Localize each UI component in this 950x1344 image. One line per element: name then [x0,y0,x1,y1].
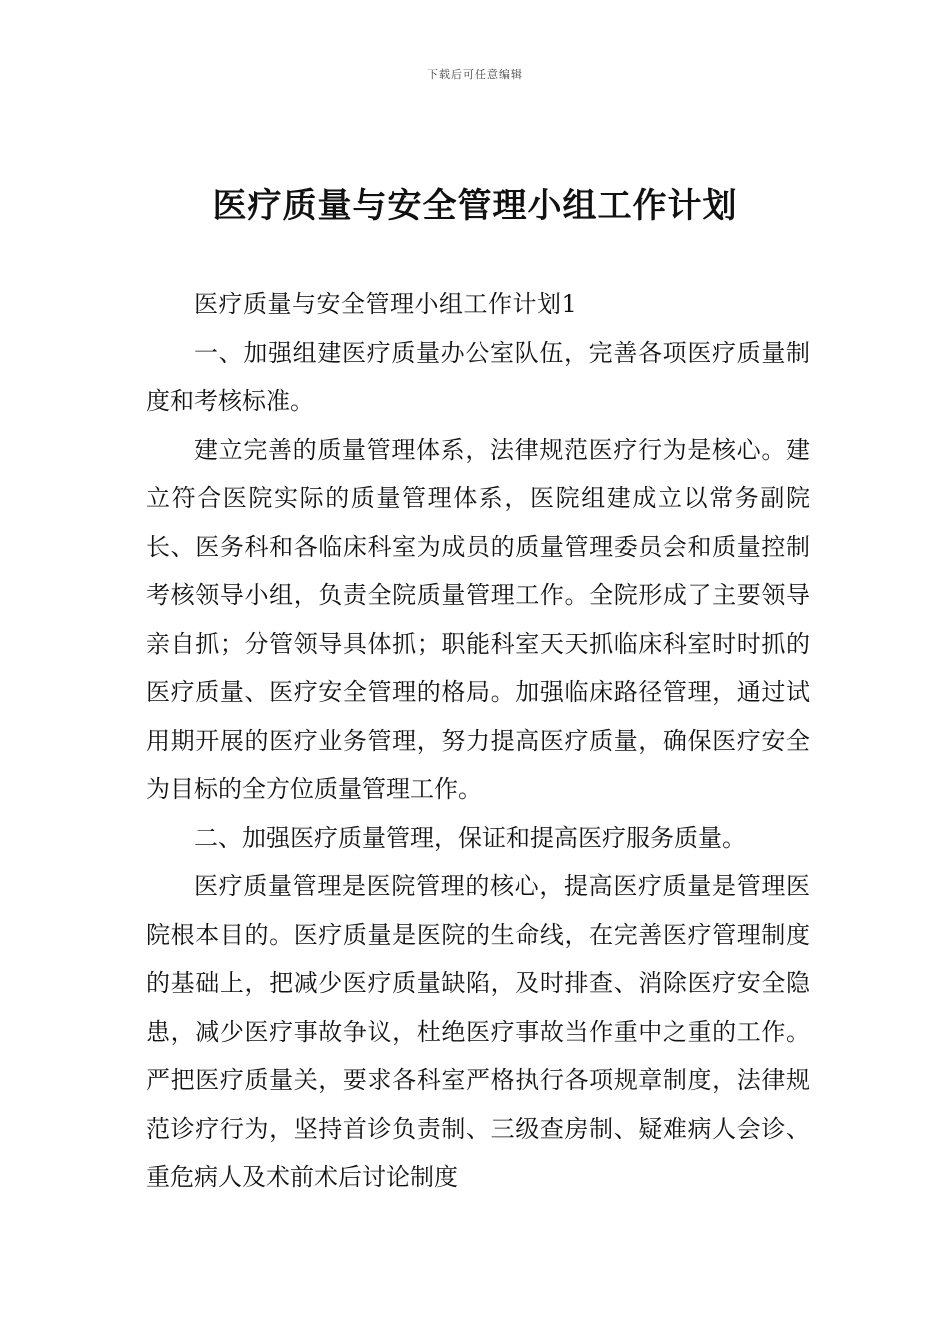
paragraph: 建立完善的质量管理体系，法律规范医疗行为是核心。建立符合医院实际的质量管理体系，医院组建成立以常务副院长、医务科和各临床科室为成员的质量管理委员会和质量控制考核领导小组，负责全院质量管理工作。全院形成了主要领导亲自抓；分管领导具体抓；职能科室天天抓临床科室时时抓的医疗质量、医疗安全管理的格局。加强临床路径管理，通过试用期开展的医疗业务管理，努力提高医疗质量，确保医疗安全为目标的全方位质量管理工作。 [146,435,810,803]
document-title: 医疗质量与安全管理小组工作计划 [212,186,738,226]
paragraph: 一、加强组建医疗质量办公室队伍，完善各项医疗质量制度和考核标准。 [146,338,810,415]
paragraph: 二、加强医疗质量管理，保证和提高医疗服务质量。 [194,823,746,852]
paragraph: 医疗质量管理是医院管理的核心，提高医疗质量是管理医院根本目的。医疗质量是医院的生命线，在完善医疗管理制度的基础上，把减少医疗质量缺陷，及时排查、消除医疗安全隐患，减少医疗事故争议，杜绝医疗事故当作重中之重的工作。严把医疗质量关，要求各科室严格执行各项规章制度，法律规范诊疗行为，坚持首诊负责制、三级查房制、疑难病人会诊、重危病人及术前术后讨论制度 [146,872,810,1191]
watermark-text: 下载后可任意编辑 [427,68,523,81]
section-heading: 医疗质量与安全管理小组工作计划1 [194,290,578,318]
document-body [146,280,810,1202]
